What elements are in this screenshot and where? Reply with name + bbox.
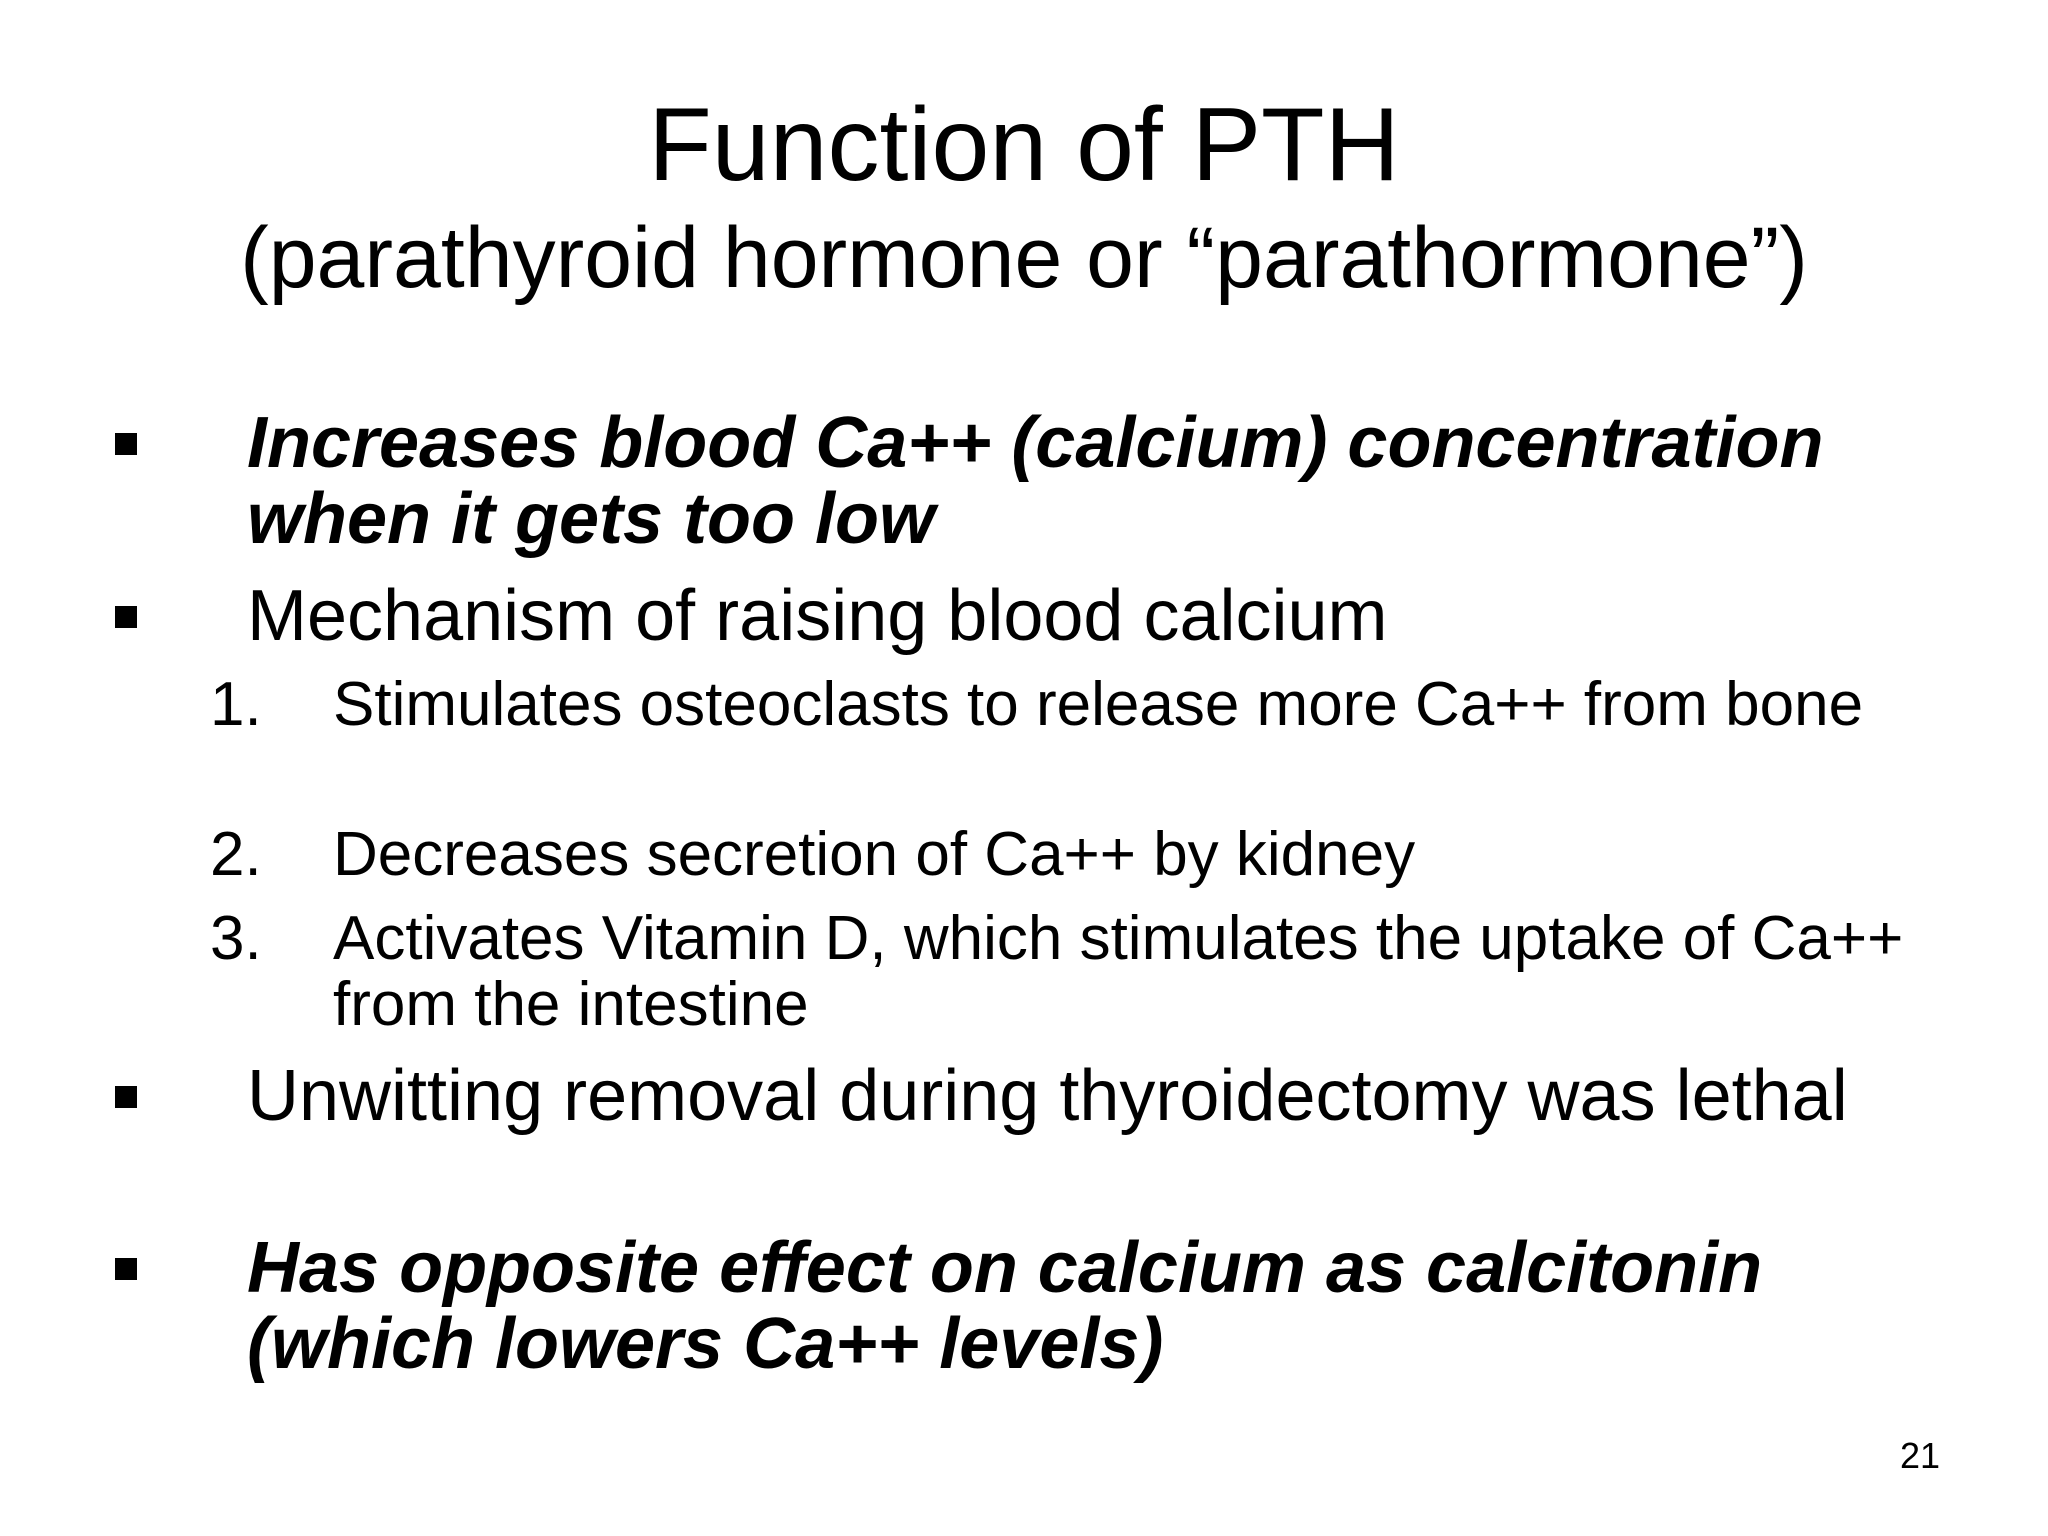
- page-number: 21: [1899, 1435, 1940, 1476]
- bullet-text: Has opposite effect on calcium as calcitonin (which lowers Ca++ levels): [247, 1228, 1763, 1384]
- list-number: 2.: [210, 820, 262, 889]
- list-number: 3.: [210, 904, 262, 973]
- square-bullet-icon: [115, 1086, 137, 1108]
- list-text: Activates Vitamin D, which stimulates the uptake of Ca++ from the intestine: [333, 904, 1904, 1039]
- square-bullet-icon: [115, 1258, 137, 1280]
- square-bullet-icon: [115, 433, 137, 455]
- slide-subtitle: (parathyroid hormone or “parathormone”): [240, 210, 1808, 306]
- title-block: [0, 86, 2048, 308]
- list-text: Decreases secretion of Ca++ by kidney: [333, 820, 1416, 889]
- bullet-text: Unwitting removal during thyroidectomy was lethal: [247, 1056, 1848, 1136]
- bullet-text: Increases blood Ca++ (calcium) concentration when it gets too low: [247, 403, 1824, 559]
- slide-title: Function of PTH: [648, 87, 1400, 203]
- list-number: 1.: [210, 670, 262, 739]
- list-text: Stimulates osteoclasts to release more Ca++ from bone: [333, 670, 1864, 739]
- bullet-text: Mechanism of raising blood calcium: [247, 576, 1388, 656]
- square-bullet-icon: [115, 606, 137, 628]
